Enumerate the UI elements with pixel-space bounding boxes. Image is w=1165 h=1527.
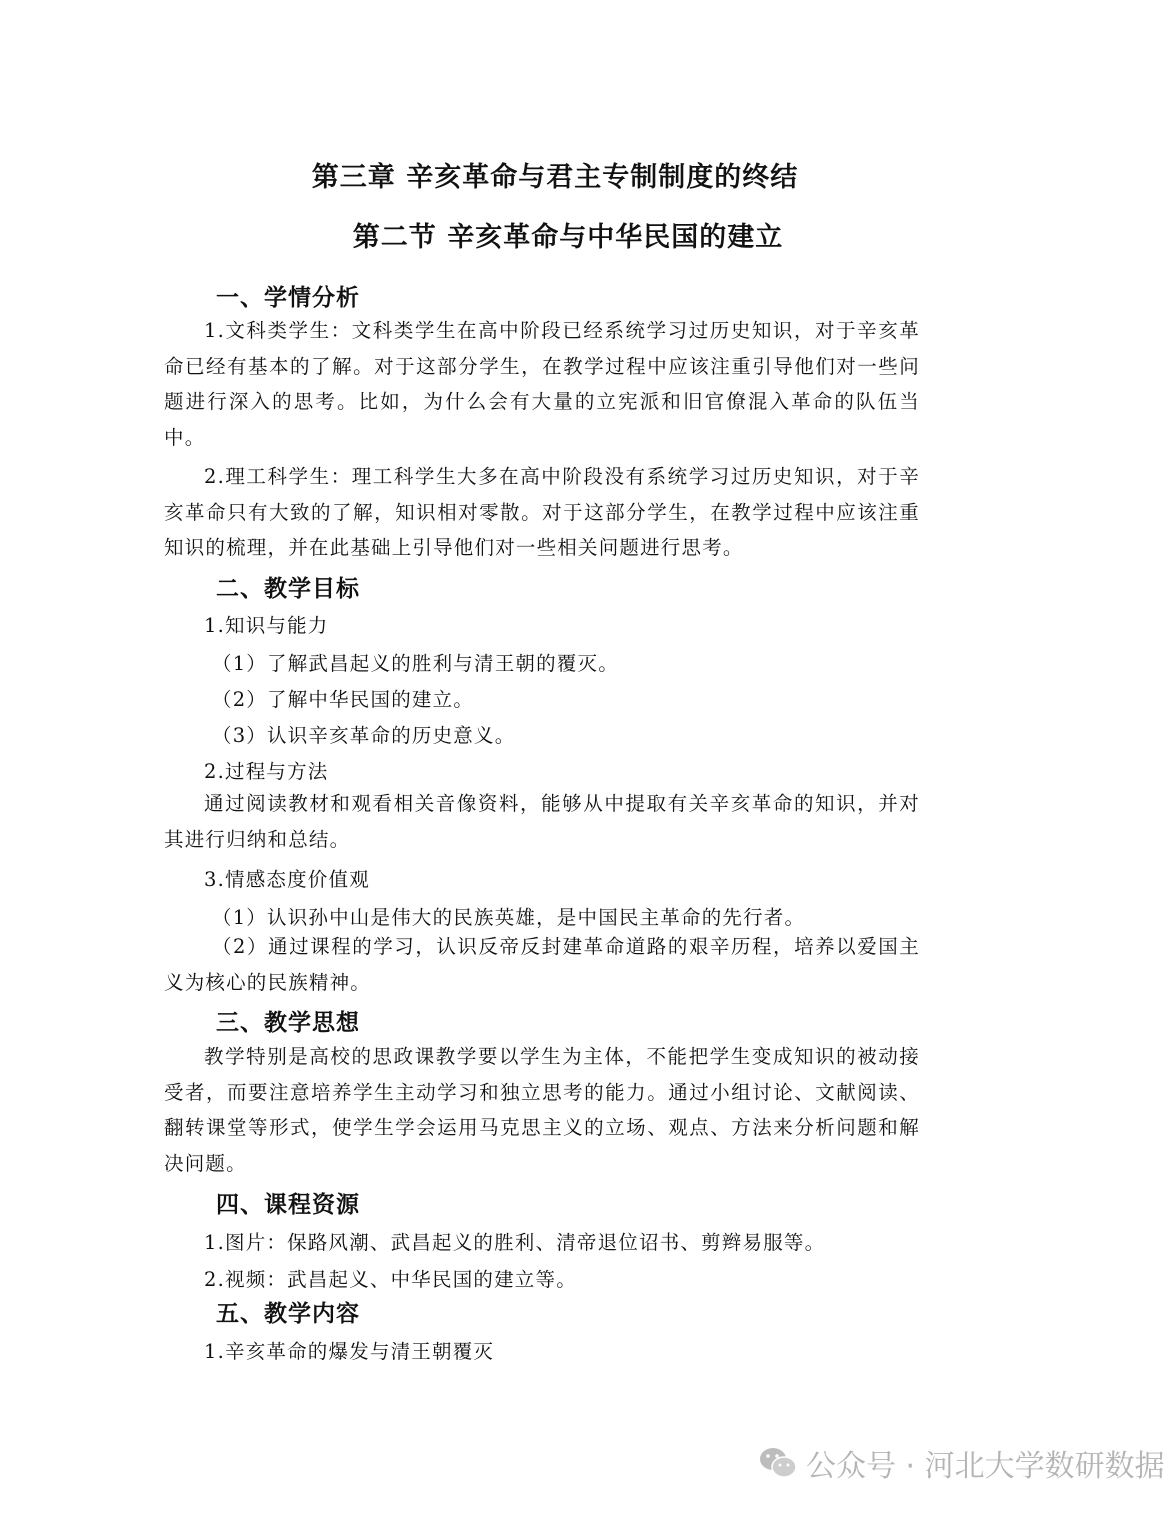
heading-teaching-content: 五、教学内容	[216, 1301, 360, 1327]
resource-images: 1.图片：保路风潮、武昌起义的胜利、清帝退位诏书、剪辫易服等。	[204, 1231, 826, 1254]
watermark	[758, 1440, 1165, 1486]
chapter-title: 第三章 辛亥革命与君主专制制度的终结	[311, 162, 799, 193]
heading-teaching-goals: 二、教学目标	[216, 576, 360, 602]
goal-process-method: 2.过程与方法	[204, 760, 329, 783]
resource-videos: 2.视频：武昌起义、中华民国的建立等。	[204, 1268, 577, 1291]
watermark-text: 公众号 · 河北大学数研数据	[806, 1449, 1165, 1484]
goal-attitude-item-1: （1）认识孙中山是伟大的民族英雄，是中国民主革命的先行者。	[212, 906, 806, 929]
goal-attitude-item-2: （2）通过课程的学习，认识反帝反封建革命道路的艰辛历程，培养以爱国主义为核心的民族精神。	[164, 935, 920, 994]
goal-knowledge-ability: 1.知识与能力	[204, 614, 329, 637]
paragraph-liberal-arts-students: 1.文科类学生：文科类学生在高中阶段已经系统学习过历史知识，对于辛亥革命已经有基本的了解。对于这部分学生，在教学过程中应该注重引导他们对一些问题进行深入的思考。比如，为什么会有大量的立宪派和旧官僚混入革命的队伍当中。	[164, 319, 920, 449]
paragraph-teaching-philosophy: 教学特别是高校的思政课教学要以学生为主体，不能把学生变成知识的被动接受者，而要注意培养学生主动学习和独立思考的能力。通过小组讨论、文献阅读、翻转课堂等形式，使学生学会运用马克思主义的立场、观点、方法来分析问题和解决问题。	[164, 1045, 920, 1175]
goal-item-3: （3）认识辛亥革命的历史意义。	[212, 724, 516, 747]
section-title: 第二节 辛亥革命与中华民国的建立	[352, 222, 784, 253]
wechat-icon	[758, 1446, 798, 1480]
goal-item-2: （2）了解中华民国的建立。	[212, 688, 475, 711]
heading-course-resources: 四、课程资源	[216, 1192, 360, 1218]
paragraph-process-method: 通过阅读教材和观看相关音像资料，能够从中提取有关辛亥革命的知识，并对其进行归纳和总结。	[164, 792, 920, 851]
paragraph-science-students: 2.理工科学生：理工科学生大多在高中阶段没有系统学习过历史知识，对于辛亥革命只有大致的了解，知识相对零散。对于这部分学生，在教学过程中应该注重知识的梳理，并在此基础上引导他们对一些相关问题进行思考。	[164, 465, 920, 559]
heading-student-analysis: 一、学情分析	[216, 285, 360, 311]
goal-attitude-values: 3.情感态度价值观	[204, 868, 370, 891]
heading-teaching-philosophy: 三、教学思想	[216, 1010, 360, 1036]
goal-item-1: （1）了解武昌起义的胜利与清王朝的覆灭。	[212, 652, 619, 675]
content-item-1: 1.辛亥革命的爆发与清王朝覆灭	[204, 1340, 495, 1363]
